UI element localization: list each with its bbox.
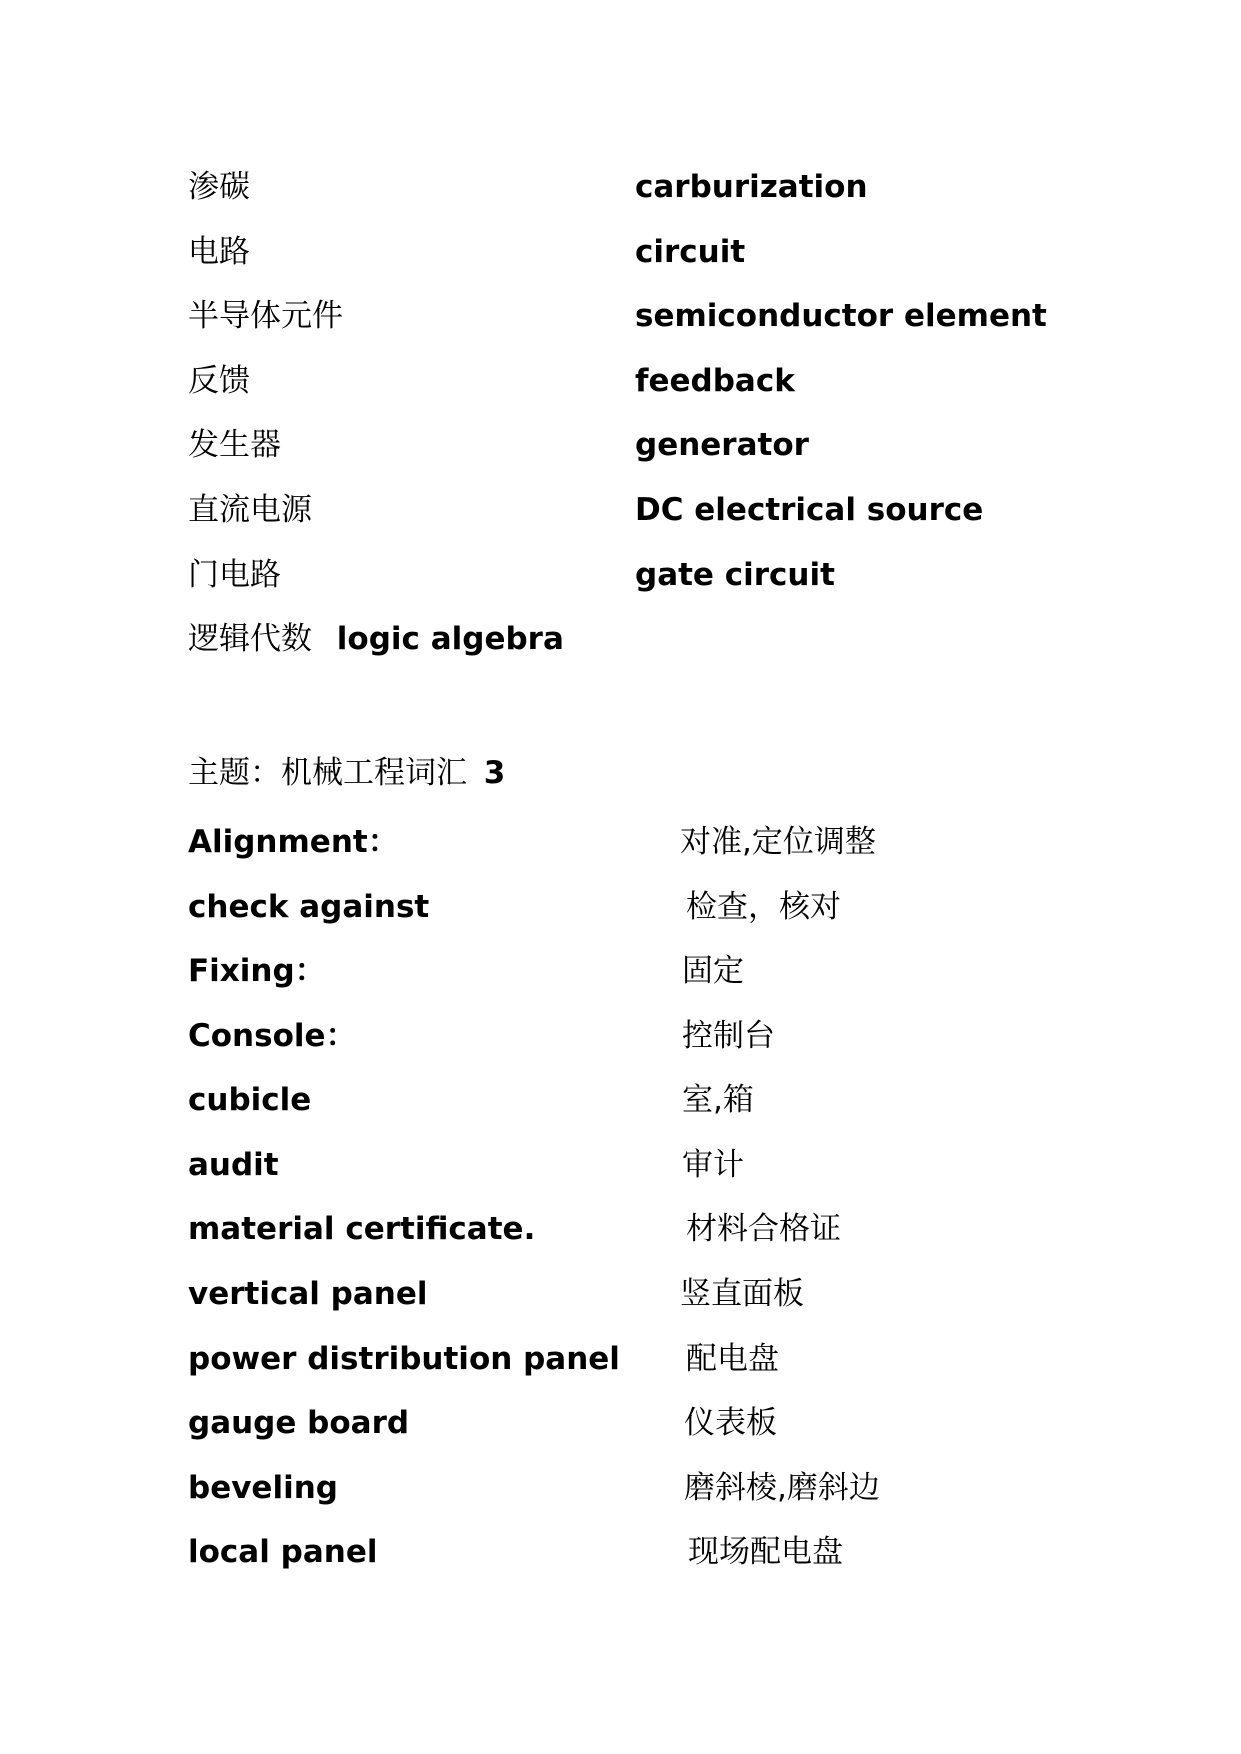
term-english: power distribution panel	[188, 1341, 620, 1377]
term-english: local panel	[188, 1534, 378, 1570]
term-row	[188, 296, 1047, 336]
term-row	[188, 1145, 744, 1185]
term-row	[188, 887, 841, 927]
term-chinese: 配电盘	[686, 1341, 779, 1377]
term-row	[188, 425, 809, 465]
term-english: circuit	[635, 234, 746, 270]
term-chinese: 对准,定位调整	[680, 824, 876, 860]
term-row	[188, 490, 984, 530]
term-chinese: 室,箱	[682, 1082, 754, 1118]
term-row	[188, 1403, 777, 1443]
term-chinese: 电路	[188, 234, 250, 270]
term-chinese: 反馈	[188, 363, 250, 399]
term-english: semiconductor element	[635, 298, 1047, 334]
term-chinese: 发生器	[188, 427, 281, 463]
term-chinese: 渗碳	[188, 169, 250, 205]
term-english: check against	[188, 889, 430, 925]
term-row	[188, 555, 835, 595]
term-english: material certificate.	[188, 1211, 536, 1247]
term-english: feedback	[635, 363, 795, 399]
term-row	[188, 232, 746, 272]
term-row	[188, 1468, 880, 1508]
term-row	[188, 1080, 754, 1120]
term-english: Console：	[188, 1018, 357, 1054]
term-chinese: 审计	[682, 1147, 744, 1183]
term-chinese: 材料合格证	[686, 1211, 841, 1247]
term-english: gauge board	[188, 1405, 410, 1441]
term-english: audit	[188, 1147, 279, 1183]
term-row	[188, 361, 795, 401]
term-row	[188, 1339, 779, 1379]
term-english: beveling	[188, 1470, 338, 1506]
section-heading-number: 3	[483, 755, 506, 791]
term-chinese: 竖直面板	[680, 1276, 804, 1312]
term-row	[188, 951, 744, 991]
term-chinese: 逻辑代数	[188, 621, 312, 657]
term-row	[188, 1274, 804, 1314]
term-chinese: 检查，核对	[686, 889, 841, 925]
term-english: generator	[635, 427, 809, 463]
term-english: carburization	[635, 169, 868, 205]
term-english: gate circuit	[635, 557, 835, 593]
section-heading	[188, 753, 505, 793]
term-row	[188, 1209, 841, 1249]
term-english: Fixing：	[188, 953, 326, 989]
section-heading-text: 主题：机械工程词汇	[188, 755, 467, 791]
term-row	[188, 619, 564, 659]
term-english: cubicle	[188, 1082, 312, 1118]
term-english: Alignment：	[188, 824, 399, 860]
term-chinese: 门电路	[188, 557, 281, 593]
term-chinese: 固定	[682, 953, 744, 989]
term-row	[188, 167, 868, 207]
term-chinese: 半导体元件	[188, 298, 343, 334]
term-row	[188, 1532, 843, 1572]
term-row	[188, 1016, 775, 1056]
term-english: vertical panel	[188, 1276, 428, 1312]
term-chinese: 仪表板	[684, 1405, 777, 1441]
term-english: DC electrical source	[635, 492, 984, 528]
term-row	[188, 822, 876, 862]
term-english: logic algebra	[336, 621, 564, 657]
term-chinese: 现场配电盘	[688, 1534, 843, 1570]
term-chinese: 控制台	[682, 1018, 775, 1054]
term-chinese: 直流电源	[188, 492, 312, 528]
term-chinese: 磨斜棱,磨斜边	[684, 1470, 880, 1506]
